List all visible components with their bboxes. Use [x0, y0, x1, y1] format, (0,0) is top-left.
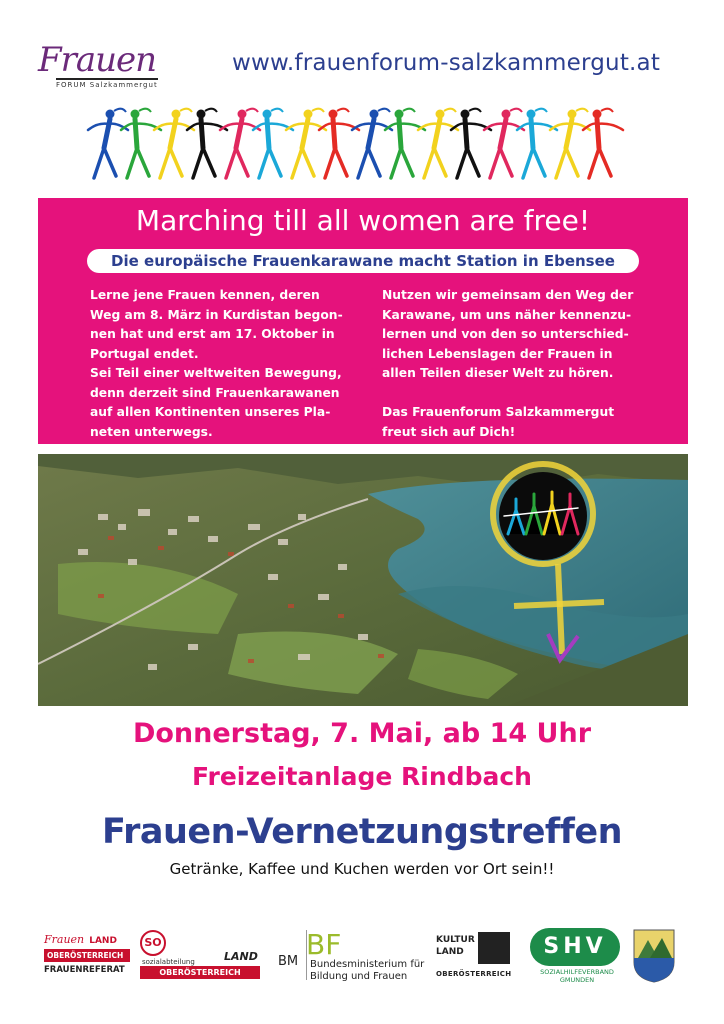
- sponsor-frauenreferat-text: FRAUENREFERAT: [44, 965, 125, 975]
- dancer-figure: [352, 109, 392, 178]
- left-line: Sei Teil einer weltweiten Bewegung,: [90, 366, 342, 380]
- banner-right-column: [382, 286, 652, 442]
- sponsor-kulturland: [436, 928, 512, 984]
- right-line: [382, 384, 652, 404]
- logo-subtitle: FORUM Salzkammergut: [56, 78, 158, 89]
- shv-logo: SHV: [530, 928, 620, 966]
- left-line: denn derzeit sind Frauenkarawanen: [90, 385, 340, 400]
- dancer-figure: [451, 109, 491, 178]
- left-line: nen hat und erst am 17. Oktober in: [90, 327, 335, 341]
- sozialabteilung-text: sozialabteilung: [142, 958, 195, 966]
- kulturland-bottom: OBERÖSTERREICH: [436, 970, 512, 978]
- shv-line1: SOZIALHILFEVERBAND: [540, 968, 614, 976]
- sponsor-ooe-bar: OBERÖSTERREICH: [44, 949, 130, 962]
- website-url[interactable]: www.frauenforum-salzkammergut.at: [232, 50, 661, 76]
- bmbf-text-line1: Bundesministerium für: [310, 959, 425, 970]
- banner-left-column: [90, 286, 360, 442]
- shv-line2: GMUNDEN: [559, 976, 595, 984]
- dancer-figure: [517, 109, 557, 178]
- kulturland-line2: LAND: [436, 947, 464, 957]
- dancer-figure: [319, 109, 359, 178]
- bmbf-bm: BM: [278, 954, 299, 969]
- dancer-figure: [583, 109, 623, 178]
- event-note: Getränke, Kaffee und Kuchen werden vor Ort sein!!: [169, 860, 555, 878]
- shv-text: [534, 968, 620, 984]
- bmbf-bf: BF: [306, 928, 342, 961]
- sponsor-bmbf: [276, 928, 426, 984]
- bmbf-text-line2: Bildung und Frauen: [310, 971, 408, 982]
- sponsor-frauen-text: Frauen: [44, 933, 85, 946]
- kulturland-line1: KULTUR: [436, 935, 475, 945]
- event-date: Donnerstag, 7. Mai, ab 14 Uhr: [132, 718, 592, 749]
- kulturland-text: [436, 930, 476, 966]
- left-line: Lerne jene Frauen kennen, deren: [90, 288, 320, 302]
- dancer-figure: [154, 109, 194, 178]
- frauenforum-logo: [38, 40, 188, 90]
- sozialabteilung-land: LAND: [224, 950, 258, 963]
- event-place: Freizeitanlage Rindbach: [192, 762, 532, 791]
- dancer-figure: [286, 109, 326, 178]
- right-line: freut sich auf Dich!: [382, 424, 516, 439]
- right-line: allen Teilen dieser Welt zu hören.: [382, 366, 614, 380]
- sozialabteilung-logo-icon: SO: [140, 930, 166, 956]
- event-title: Frauen-Vernetzungstreffen: [101, 812, 623, 852]
- logo-wordmark: Frauen: [38, 40, 157, 80]
- bmbf-text: [310, 959, 424, 983]
- sozialabteilung-ooe-bar: OBERÖSTERREICH: [140, 966, 260, 979]
- dancer-figure: [88, 109, 128, 178]
- dancing-women-chain-icon: [80, 100, 640, 190]
- dancer-figure: [121, 109, 161, 178]
- dancer-figure: [220, 109, 260, 178]
- left-line: auf allen Kontinenten unseres Pla-: [90, 405, 331, 419]
- right-line: lernen und von den so unterschied-: [382, 327, 629, 341]
- banner-headline: Marching till all women are free!: [135, 204, 591, 237]
- right-line: Das Frauenforum Salzkammergut: [382, 405, 615, 419]
- sponsor-sozialabteilung: [140, 928, 264, 984]
- left-line: Portugal endet.: [90, 346, 199, 361]
- coat-of-arms-icon: [632, 928, 676, 984]
- sponsor-shv: [530, 928, 622, 984]
- dancer-figure: [550, 109, 590, 178]
- kulturland-square-icon: [478, 932, 510, 964]
- left-line: neten unterwegs.: [90, 424, 213, 439]
- dancer-figure: [418, 109, 458, 178]
- left-line: Weg am 8. März in Kurdistan begon-: [90, 307, 343, 322]
- dancer-figure: [385, 109, 425, 178]
- banner-subheadline: Die europäische Frauenkarawane macht Station in Ebensee: [87, 249, 639, 273]
- dancer-figure: [484, 109, 524, 178]
- dancer-figure: [187, 109, 227, 178]
- info-banner: [38, 198, 688, 444]
- dancer-figure: [253, 109, 293, 178]
- aerial-photo-ebensee: [38, 454, 688, 706]
- right-line: Karawane, um uns näher kennenzu-: [382, 307, 632, 322]
- sponsor-land-text: LAND: [89, 936, 117, 946]
- sponsor-frauenreferat: [44, 928, 130, 984]
- right-line: lichen Lebenslagen der Frauen in: [382, 346, 613, 361]
- right-line: Nutzen wir gemeinsam den Weg der: [382, 288, 634, 302]
